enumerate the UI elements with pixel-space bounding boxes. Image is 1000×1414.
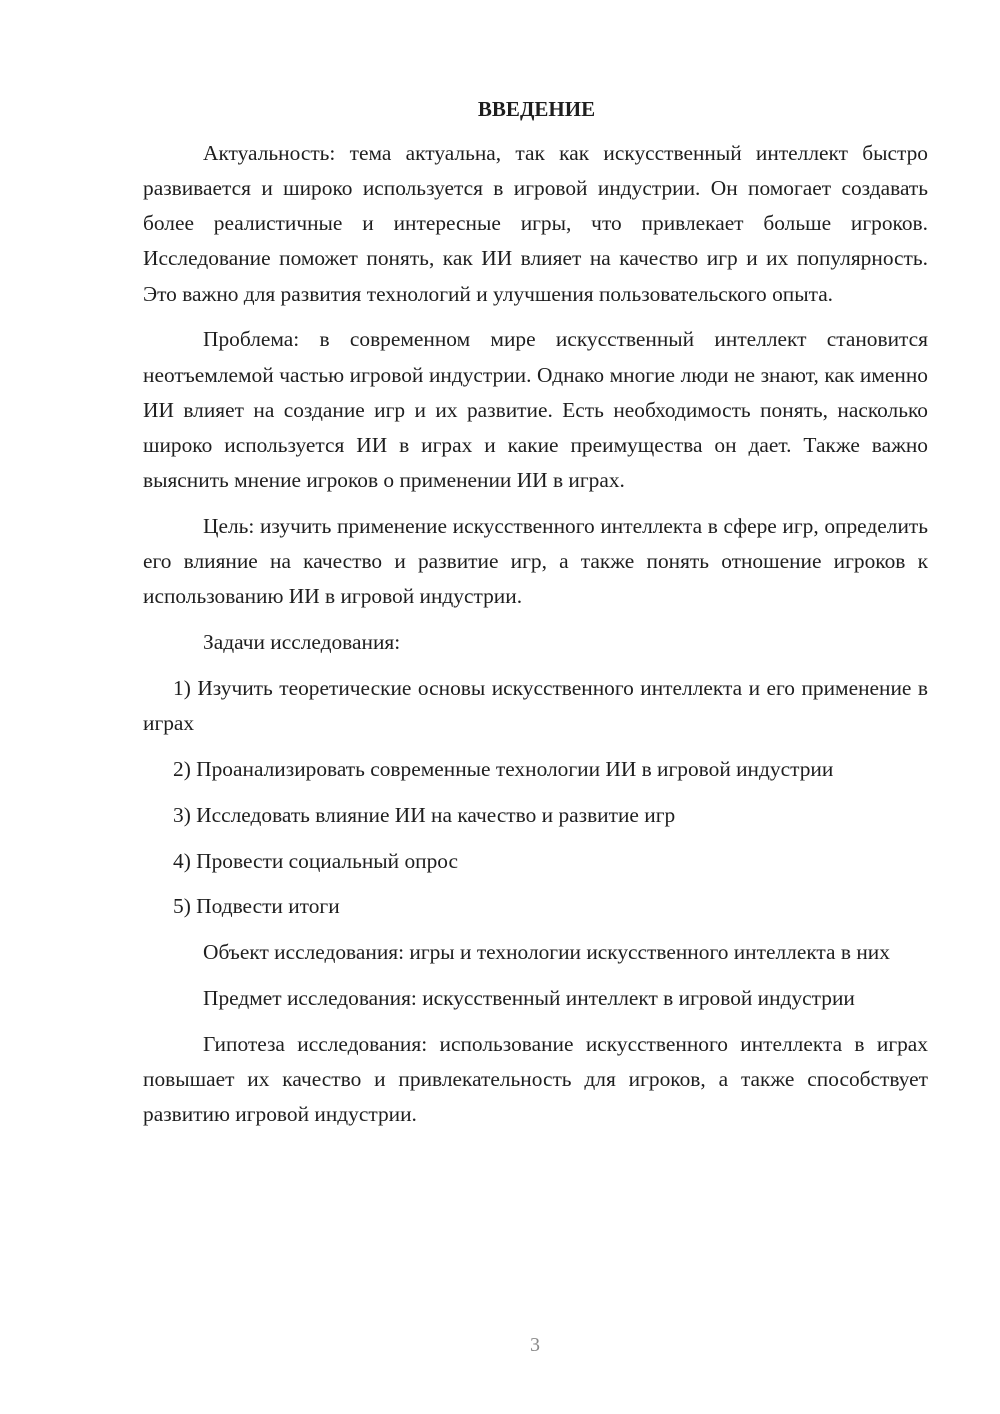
subject-paragraph: Предмет исследования: искусственный интеллект в игровой индустрии bbox=[203, 985, 855, 1010]
relevance-paragraph: Актуальность: тема актуальна, так как искусственный интеллект быстро развивается и широко используется в игровой индустрии. Он помогает создавать более реалистичные и интересные игры, что привлекает больше игроков. Исследование поможет понять, как ИИ влияет на качество игр и их популярность. Это важно для развития технологий и улучшения пользовательского опыта. bbox=[143, 140, 928, 306]
section-heading: ВВЕДЕНИЕ bbox=[477, 97, 596, 121]
task-item-4: 4) Провести социальный опрос bbox=[173, 848, 459, 873]
task-item-5: 5) Подвести итоги bbox=[173, 894, 340, 919]
task-item-2: 2) Проанализировать современные технологии ИИ в игровой индустрии bbox=[173, 756, 834, 781]
problem-paragraph: Проблема: в современном мире искусственный интеллект становится неотъемлемой частью игровой индустрии. Однако многие люди не знают, как именно ИИ влияет на создание игр и их развитие. Есть необходимость понять, насколько широко используется ИИ в играх и какие преимущества он дает. Также важно выяснить мнение игроков о применении ИИ в играх. bbox=[143, 327, 928, 493]
task-item-1: 1) Изучить теоретические основы искусственного интеллекта и его применение в играх bbox=[143, 675, 928, 736]
tasks-heading: Задачи исследования: bbox=[203, 630, 401, 655]
page-number: 3 bbox=[530, 1334, 540, 1356]
goal-paragraph: Цель: изучить применение искусственного интеллекта в сфере игр, определить его влияние на качество и развитие игр, а также понять отношение игроков к использованию ИИ в игровой индустрии. bbox=[143, 513, 928, 609]
document-page bbox=[143, 92, 928, 1143]
task-item-3: 3) Исследовать влияние ИИ на качество и развитие игр bbox=[173, 802, 676, 827]
object-paragraph: Объект исследования: игры и технологии искусственного интеллекта в них bbox=[203, 940, 890, 965]
hypothesis-paragraph: Гипотеза исследования: использование искусственного интеллекта в играх повышает их качество и привлекательность для игроков, а также способствует развитию игровой индустрии. bbox=[143, 1031, 928, 1127]
